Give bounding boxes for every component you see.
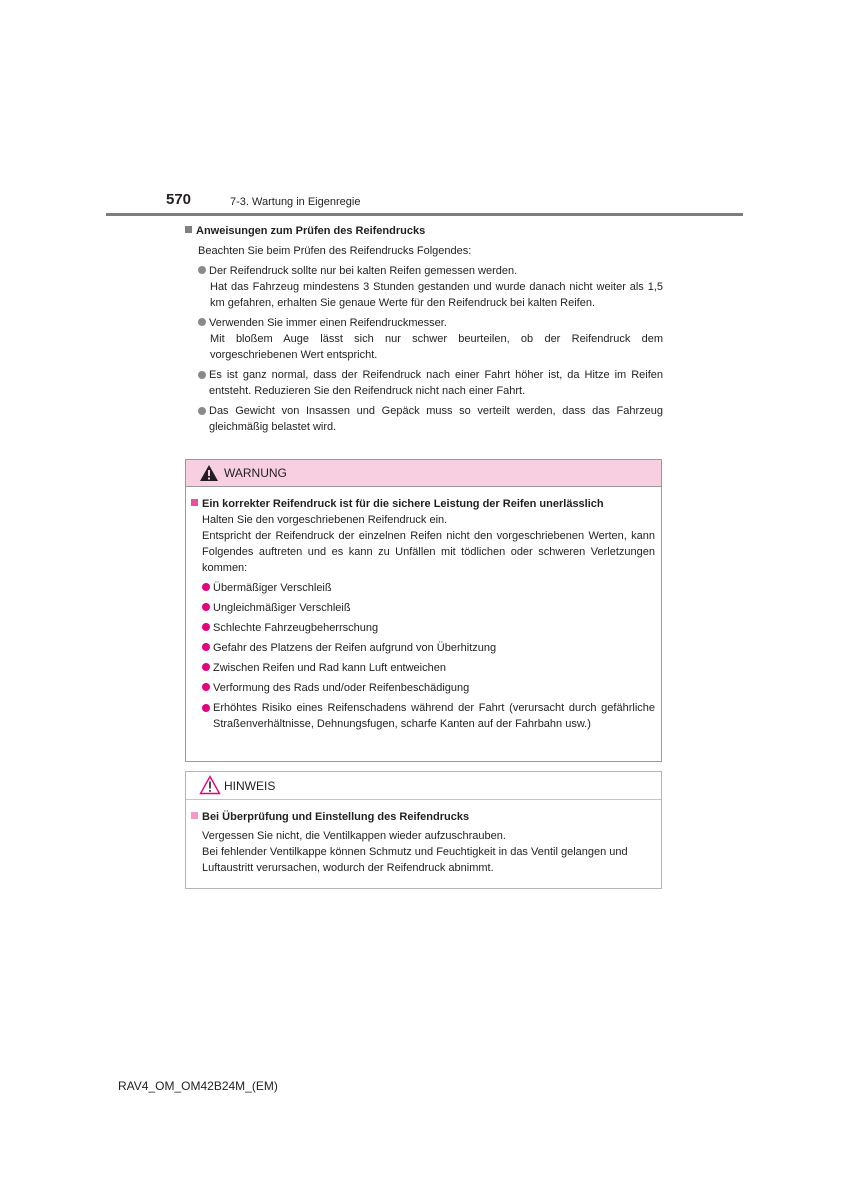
bullet-dot-icon	[202, 603, 210, 611]
list-item: Das Gewicht von Insassen und Gepäck muss so verteilt werden, dass das Fahrzeug gleichmäßig belastet wird.	[198, 403, 663, 435]
note-label: HINWEIS	[224, 779, 276, 793]
list-item: Es ist ganz normal, dass der Reifendruck nach einer Fahrt höher ist, da Hitze im Reifen entsteht. Reduzieren Sie den Reifendruck nicht nach einer Fahrt.	[198, 367, 663, 399]
main-heading: Anweisungen zum Prüfen des Reifendrucks	[185, 224, 663, 239]
footer-code: RAV4_OM_OM42B24M_(EM)	[118, 1079, 278, 1093]
main-intro: Beachten Sie beim Prüfen des Reifendrucks Folgendes:	[198, 245, 472, 257]
bullet-dot-icon	[202, 623, 210, 631]
list-item: Gefahr des Platzens der Reifen aufgrund von Überhitzung	[202, 640, 655, 656]
section-title: 7-3. Wartung in Eigenregie	[230, 196, 361, 208]
header-divider	[106, 213, 743, 216]
list-item: Der Reifendruck sollte nur bei kalten Reifen gemessen werden. Hat das Fahrzeug mindestens 3 Stunden gestanden und wurde danach nicht weiter als 1,5 km gefahren, erhalten Sie genaue Werte für den Reifendruck bei kalten Reifen.	[198, 263, 663, 311]
warning-box	[185, 459, 662, 762]
list-item: Übermäßiger Verschleiß	[202, 580, 655, 596]
list-item: Ungleichmäßiger Verschleiß	[202, 600, 655, 616]
square-bullet-icon	[191, 812, 198, 819]
list-item: Schlechte Fahrzeugbeherrschung	[202, 620, 655, 636]
main-section	[185, 224, 663, 435]
bullet-dot-icon	[198, 371, 206, 379]
bullet-dot-icon	[202, 643, 210, 651]
list-item: Verwenden Sie immer einen Reifendruckmesser. Mit bloßem Auge lässt sich nur schwer beurteilen, ob der Reifendruck dem vorgeschriebenen Wert entspricht.	[198, 315, 663, 363]
list-item: Zwischen Reifen und Rad kann Luft entweichen	[202, 660, 655, 676]
warning-label: WARNUNG	[224, 466, 287, 480]
bullet-dot-icon	[202, 704, 210, 712]
note-heading: Bei Überprüfung und Einstellung des Reifendrucks	[191, 810, 655, 825]
warning-header	[186, 460, 661, 487]
note-line: Vergessen Sie nicht, die Ventilkappen wieder aufzuschrauben.	[202, 830, 506, 842]
bullet-dot-icon	[202, 683, 210, 691]
warning-triangle-icon	[199, 464, 219, 482]
note-header	[186, 772, 661, 800]
note-line: Bei fehlender Ventilkappe können Schmutz und Feuchtigkeit in das Ventil gelangen und Luftaustritt verursachen, wodurch der Reifendruck abnimmt.	[202, 846, 628, 874]
bullet-dot-icon	[198, 407, 206, 415]
warning-line: Entspricht der Reifendruck der einzelnen Reifen nicht den vorgeschriebenen Werten, kann Folgendes auftreten und es kann zu Unfällen mit tödlichen oder schweren Verletzungen kommen:	[202, 530, 655, 574]
list-item: Erhöhtes Risiko eines Reifenschadens während der Fahrt (verursacht durch gefährliche Straßenverhältnisse, Dehnungsfugen, scharfe Kanten auf der Fahrbahn usw.)	[202, 700, 655, 732]
square-bullet-icon	[185, 226, 192, 233]
list-item: Verformung des Rads und/oder Reifenbeschädigung	[202, 680, 655, 696]
note-triangle-icon	[199, 775, 221, 795]
warning-line: Halten Sie den vorgeschriebenen Reifendruck ein.	[202, 514, 448, 526]
bullet-dot-icon	[202, 663, 210, 671]
page-number: 570	[166, 191, 192, 208]
square-bullet-icon	[191, 499, 198, 506]
warning-heading: Ein korrekter Reifendruck ist für die sichere Leistung der Reifen unerlässlich	[191, 497, 655, 512]
bullet-dot-icon	[202, 583, 210, 591]
bullet-dot-icon	[198, 266, 206, 274]
bullet-dot-icon	[198, 318, 206, 326]
note-box	[185, 771, 662, 889]
